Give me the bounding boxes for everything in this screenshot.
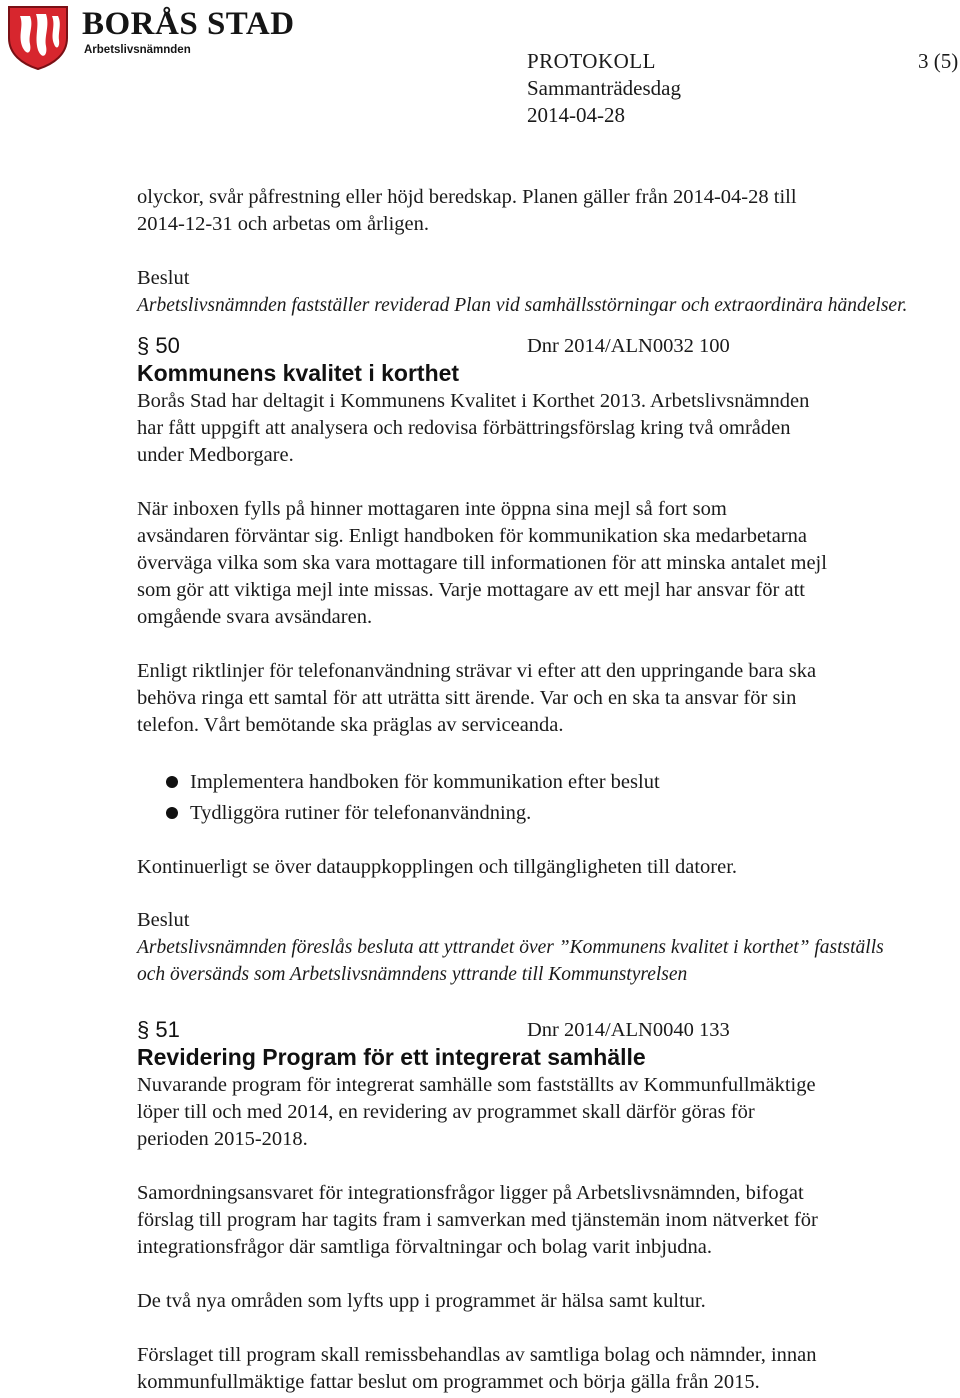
intro-decision-text: Arbetslivsnämnden fastställer reviderad Plan vid samhällsstörningar och extraordinära händelser. — [137, 295, 908, 316]
text-line: perioden 2015-2018. — [137, 1128, 308, 1150]
text-line: omgående svara avsändaren. — [137, 606, 373, 628]
text-line: olyckor, svår påfrestning eller höjd beredskap. Planen gäller från 2014-04-28 till — [137, 186, 797, 208]
text-line: telefon. Vårt bemötande ska präglas av serviceanda. — [137, 714, 564, 736]
section-50-paragraph-2 — [137, 496, 927, 631]
section-50-decision-label: Beslut — [137, 909, 190, 931]
text-line: Enligt riktlinjer för telefonanvändning strävar vi efter att den uppringande bara ska — [137, 660, 817, 682]
text-line: avsändaren förväntar sig. Enligt handboken för kommunikation ska medarbetarna — [137, 525, 808, 547]
meeting-date: 2014-04-28 — [527, 103, 625, 127]
section-51-paragraph-4 — [137, 1342, 927, 1396]
bullet-item-2: Tydliggöra rutiner för telefonanvändning. — [190, 802, 532, 824]
document-type: PROTOKOLL — [527, 49, 656, 73]
bullet-item-1: Implementera handboken för kommunikation efter beslut — [190, 771, 660, 793]
section-50-decision-text — [137, 934, 927, 988]
section-51-title: Revidering Program för ett integrerat samhälle — [137, 1044, 646, 1070]
text-line: som gör att viktiga mejl inte missas. Varje mottagare av ett mejl har ansvar för att — [137, 579, 805, 601]
text-line: 2014-12-31 och arbetas om årligen. — [137, 213, 430, 235]
logo-subtitle: Arbetslivsnämnden — [84, 44, 191, 56]
intro-paragraph — [137, 184, 927, 238]
text-line: kommunfullmäktige fattar beslut om programmet och börja gälla från 2015. — [137, 1371, 760, 1393]
meeting-label: Sammanträdesdag — [527, 76, 681, 100]
text-line: överväga vilka som ska vara mottagare till informationen för att minska antalet mejl — [137, 552, 827, 574]
text-line: Nuvarande program för integrerat samhälle som fastställts av Kommunfullmäktige — [137, 1074, 816, 1096]
text-line: Borås Stad har deltagit i Kommunens Kvalitet i Korthet 2013. Arbetslivsnämnden — [137, 390, 810, 412]
section-51-number: § 51 — [137, 1017, 180, 1042]
section-51-paragraph-1 — [137, 1072, 927, 1153]
bullet-icon — [166, 807, 178, 819]
organization-logo — [6, 4, 295, 70]
page-number: 3 (5) — [918, 49, 959, 73]
text-line: förslag till program har tagits fram i samverkan med tjänstemän inom nätverket för — [137, 1209, 818, 1231]
section-50-paragraph-3 — [137, 658, 927, 739]
bullet-icon — [166, 776, 178, 788]
section-50-number: § 50 — [137, 333, 180, 358]
text-line: integrationsfrågor där samtliga förvaltningar och bolag varit inbjudna. — [137, 1236, 712, 1258]
section-51-paragraph-3: De två nya områden som lyfts upp i programmet är hälsa samt kultur. — [137, 1290, 706, 1312]
section-50-paragraph-1 — [137, 388, 927, 469]
text-line: löper till och med 2014, en revidering av programmet skall därför göras för — [137, 1101, 755, 1123]
text-line: har fått uppgift att analysera och redovisa förbättringsförslag kring två områden — [137, 417, 791, 439]
section-50-paragraph-4: Kontinuerligt se över datauppkopplingen och tillgängligheten till datorer. — [137, 856, 738, 878]
text-line: Förslaget till program skall remissbehandlas av samtliga bolag och nämnder, innan — [137, 1344, 817, 1366]
boras-coat-of-arms-icon — [6, 4, 72, 70]
text-line: Arbetslivsnämnden föreslås besluta att yttrandet över ”Kommunens kvalitet i korthet” fastställs — [137, 937, 884, 958]
text-line: När inboxen fylls på hinner mottagaren inte öppna sina mejl så fort som — [137, 498, 727, 520]
logo-title: BORÅS STAD — [82, 6, 295, 42]
text-line: behöva ringa ett samtal för att uträtta sitt ärende. Var och en ska ta ansvar för sin — [137, 687, 797, 709]
intro-decision-label: Beslut — [137, 267, 190, 289]
section-50-title: Kommunens kvalitet i korthet — [137, 360, 460, 386]
text-line: och översänds som Arbetslivsnämndens yttrande till Kommunstyrelsen — [137, 964, 688, 985]
section-51-paragraph-2 — [137, 1180, 927, 1261]
section-50-dnr: Dnr 2014/ALN0032 100 — [527, 335, 730, 357]
text-line: Samordningsansvaret för integrationsfrågor ligger på Arbetslivsnämnden, bifogat — [137, 1182, 804, 1204]
text-line: under Medborgare. — [137, 444, 294, 466]
section-51-dnr: Dnr 2014/ALN0040 133 — [527, 1019, 730, 1041]
